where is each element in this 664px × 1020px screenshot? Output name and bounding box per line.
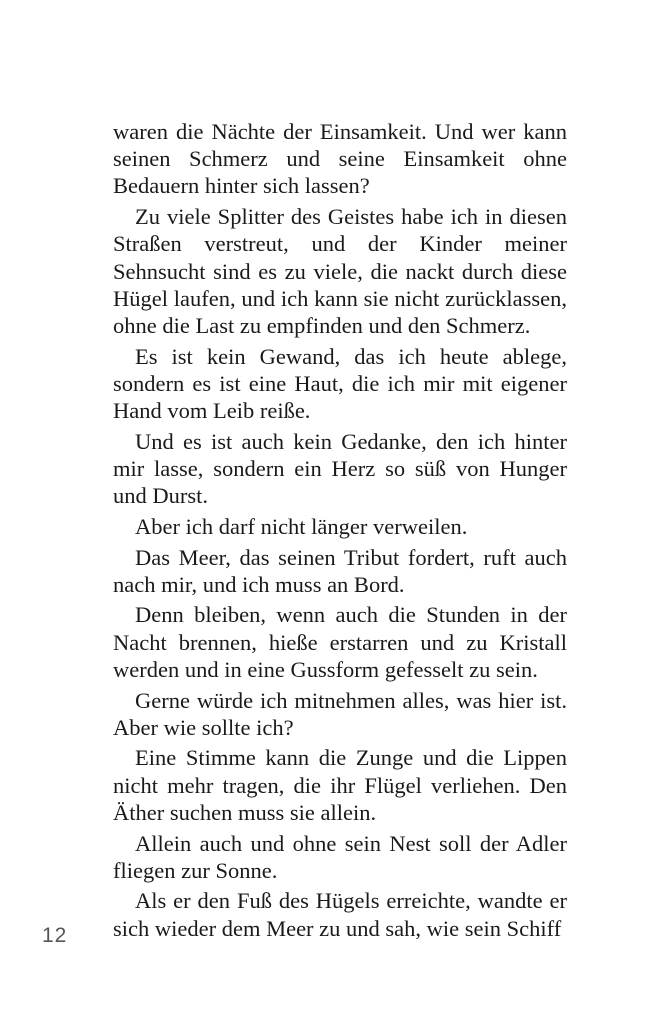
paragraph: Zu viele Splitter des Geistes habe ich in diesen Straßen verstreut, und der Kinder meiner Sehnsucht sind es zu viele, die nackt durch diese Hügel laufen, und ich kann sie nicht zurücklassen, ohne die Last zu empfinden und den Schmerz. <box>113 204 567 338</box>
paragraph: Als er den Fuß des Hügels erreichte, wandte er sich wieder dem Meer zu und sah, wie sein Schiff <box>113 888 567 941</box>
paragraph: Denn bleiben, wenn auch die Stunden in der Nacht brennen, hieße erstarren und zu Kristall werden und in eine Gussform gefesselt zu sein. <box>113 602 567 682</box>
body-text <box>113 118 567 945</box>
paragraph: Aber ich darf nicht länger verweilen. <box>135 513 468 539</box>
paragraph: waren die Nächte der Einsamkeit. Und wer kann seinen Schmerz und seine Einsamkeit ohne Bedauern hinter sich lassen? <box>113 119 567 199</box>
paragraph: Gerne würde ich mitnehmen alles, was hier ist. Aber wie sollte ich? <box>113 687 567 740</box>
paragraph: Das Meer, das seinen Tribut fordert, ruft auch nach mir, und ich muss an Bord. <box>113 544 567 597</box>
paragraph: Allein auch und ohne sein Nest soll der Adler fliegen zur Sonne. <box>113 830 567 883</box>
paragraph: Eine Stimme kann die Zunge und die Lippen nicht mehr tragen, die ihr Flügel verliehen. Den Äther suchen muss sie allein. <box>113 745 567 825</box>
paragraph: Und es ist auch kein Gedanke, den ich hinter mir lasse, sondern ein Herz so süß von Hunger und Durst. <box>113 428 567 509</box>
page-number: 12 <box>42 924 68 947</box>
paragraph: Es ist kein Gewand, das ich heute ablege, sondern es ist eine Haut, die ich mir mit eigener Hand vom Leib reiße. <box>113 343 567 424</box>
